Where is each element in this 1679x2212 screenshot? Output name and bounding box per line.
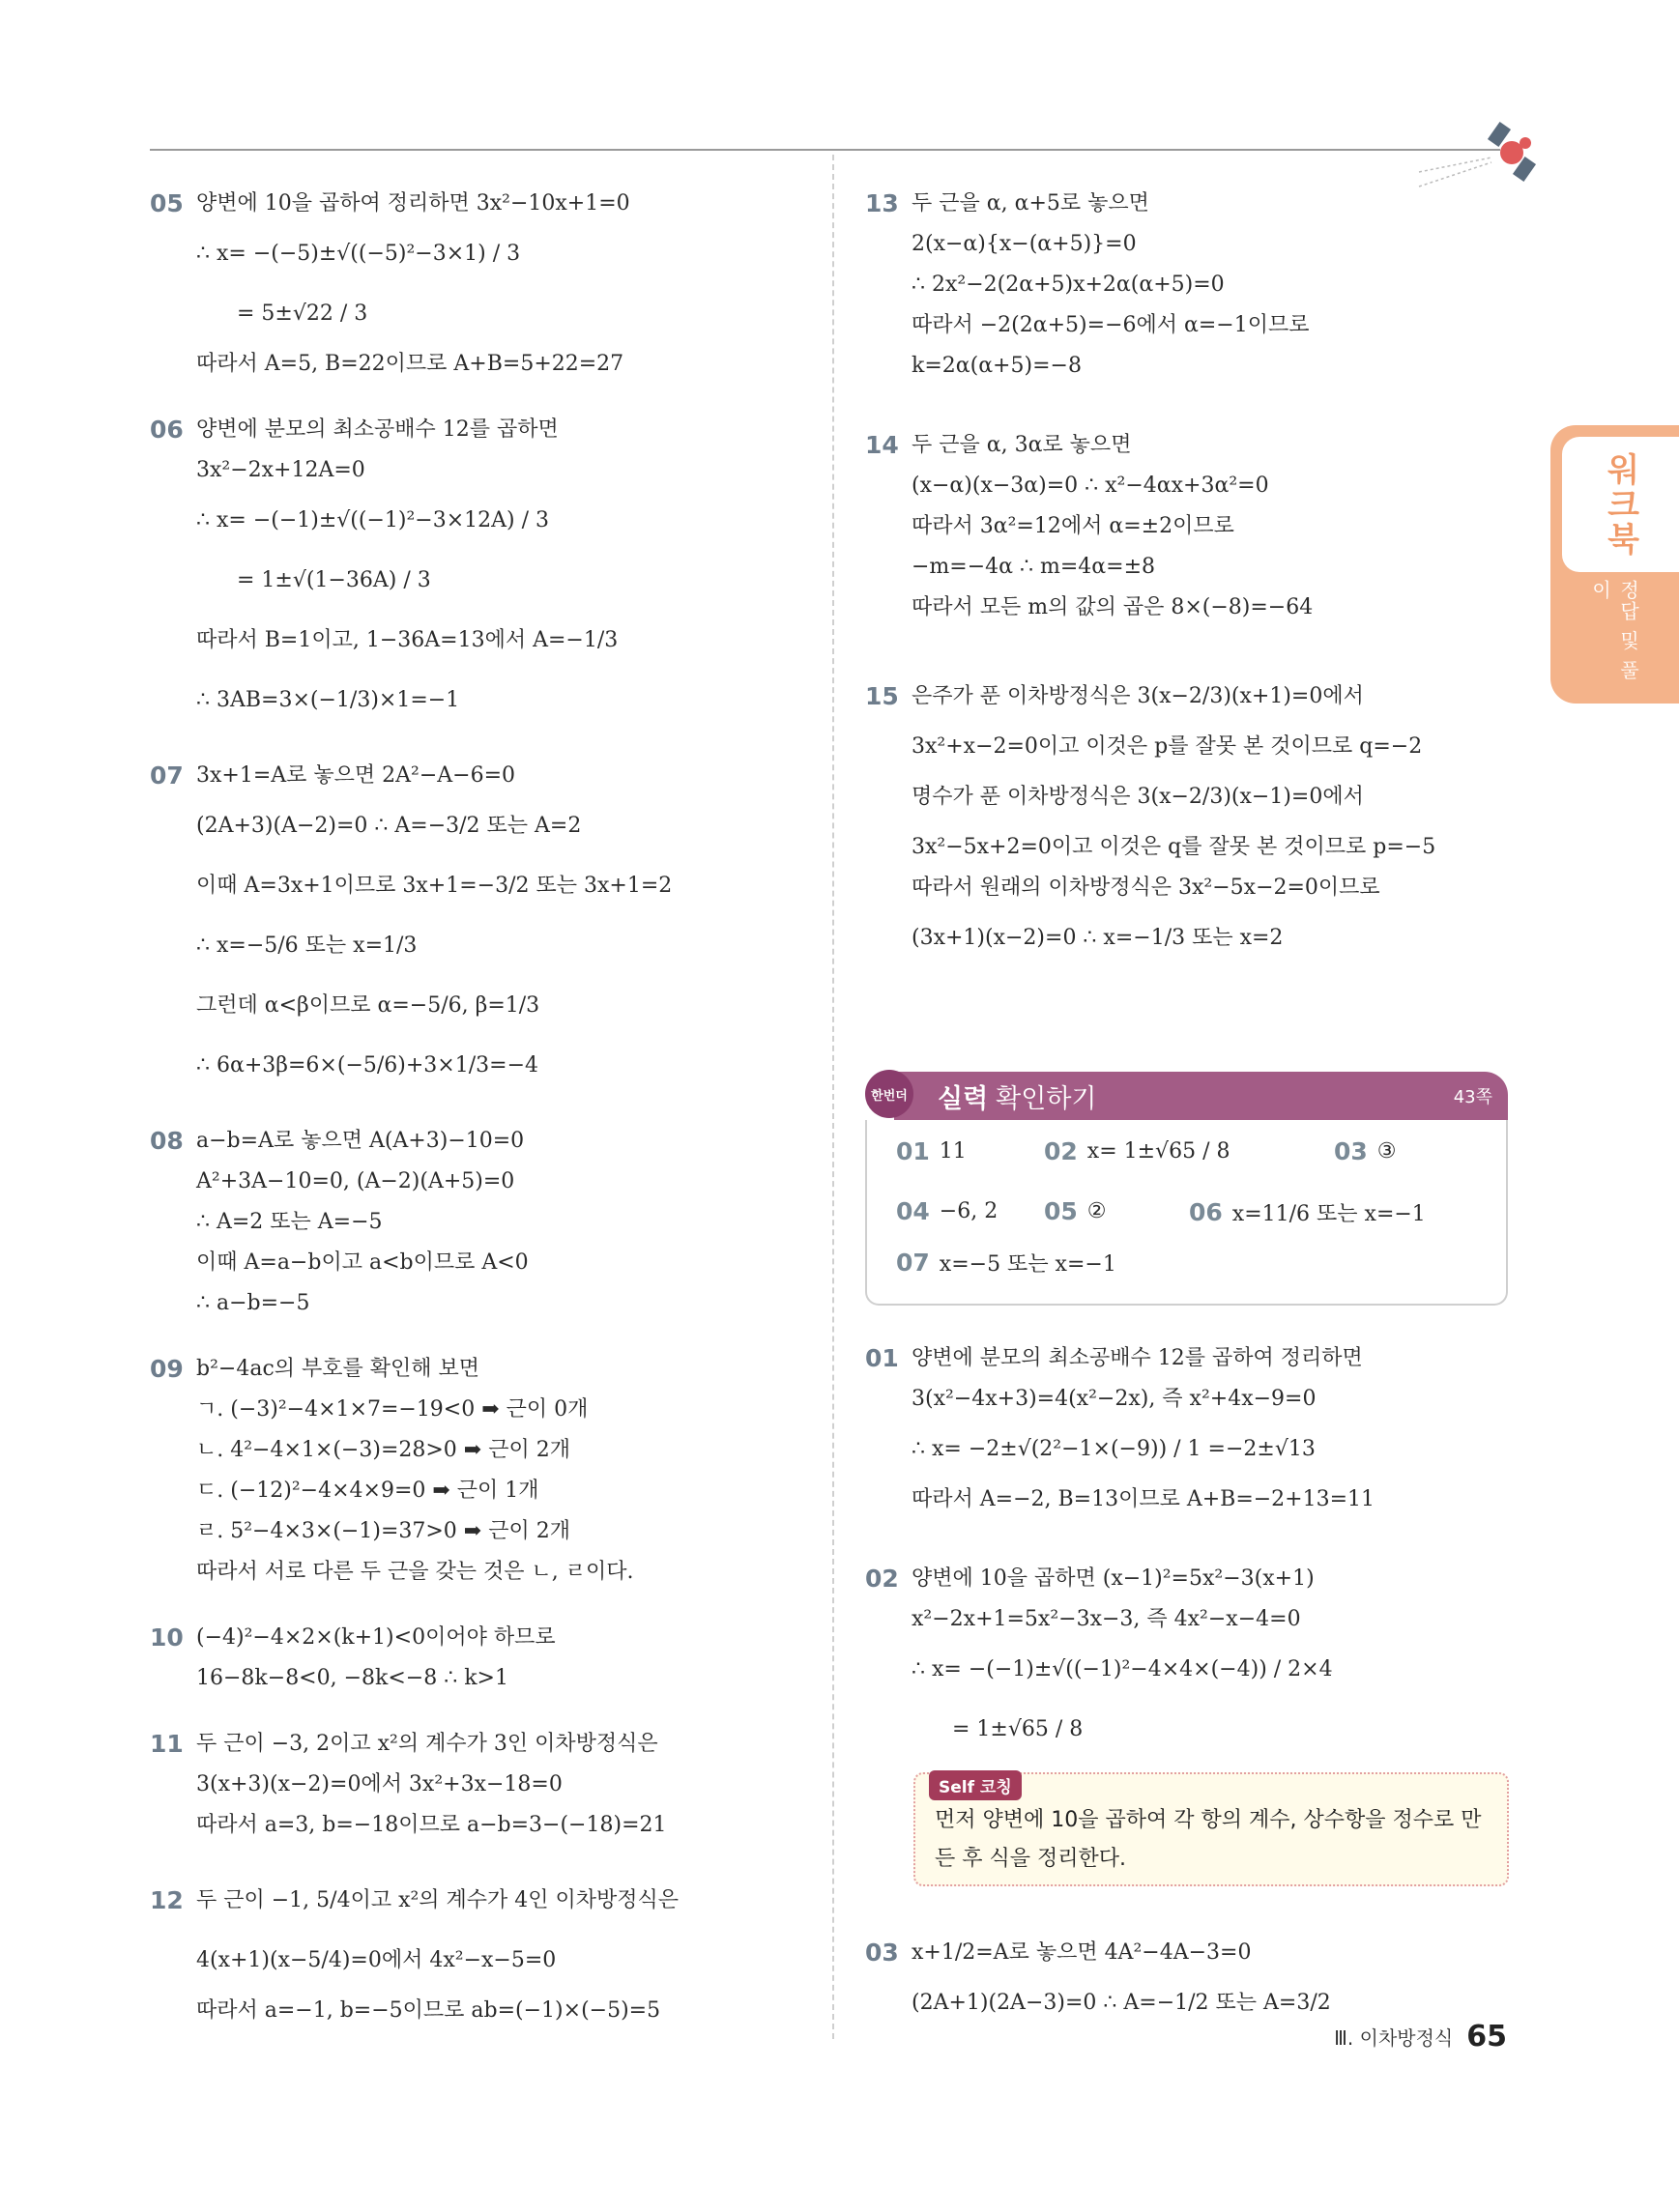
answer-item [1044, 1137, 1230, 1165]
answer-item [1334, 1137, 1397, 1165]
chapter-label: Ⅲ. 이차방정식 [1334, 2026, 1454, 2050]
line [865, 1479, 1518, 1520]
line [150, 1390, 817, 1430]
line-text: k=2α(α+5)=−8 [912, 354, 1082, 379]
line-text: (x−α)(x−3α)=0 ∴ x²−4αx+3α²=0 [912, 474, 1269, 499]
problem-07 [150, 756, 817, 1096]
line-text: 4(x+1)(x−5/4)=0에서 4x²−x−5=0 [196, 1948, 557, 1973]
answer-box-badge: 한번더 [865, 1070, 913, 1118]
line-text: = 1±√65 / 8 [952, 1717, 1084, 1742]
right-column-lower [865, 1338, 1518, 1785]
answer-box-title-bold: 실력 [938, 1083, 989, 1114]
answer-number: 03 [1334, 1137, 1368, 1165]
line [865, 727, 1518, 767]
line-text: 양변에 분모의 최소공배수 12를 곱하면 [196, 417, 559, 443]
line [150, 856, 817, 916]
answer-box-body [865, 1120, 1508, 1306]
line [150, 1805, 817, 1846]
line-text: 따라서 a=−1, b=−5이므로 ab=(−1)×(−5)=5 [196, 1998, 661, 2024]
line-text: 따라서 3α²=12에서 α=±2이므로 [912, 514, 1234, 539]
line-text: 따라서 −2(2α+5)=−6에서 α=−1이므로 [912, 313, 1310, 338]
line-text: 따라서 B=1이고, 1−36A=13에서 A=−1/3 [196, 628, 619, 653]
answer-box-header [894, 1072, 1508, 1120]
line [150, 450, 817, 491]
answer-value: x=11/6 또는 x=−1 [1231, 1202, 1426, 1226]
line-text: x+1/2=A로 놓으면 4A²−4A−3=0 [912, 1940, 1252, 1966]
line [150, 1036, 817, 1096]
line [865, 908, 1518, 968]
line [865, 506, 1518, 547]
line [150, 1871, 817, 1931]
line-text: 이때 A=3x+1이므로 3x+1=−3/2 또는 3x+1=2 [196, 874, 673, 899]
answer-value: ② [1086, 1199, 1107, 1223]
line-text: ㄱ. (−3)²−4×1×7=−19<0 ➡ 근이 0개 [196, 1397, 589, 1422]
line [150, 491, 817, 551]
problem-13 [865, 184, 1518, 387]
problem-number: 05 [150, 189, 184, 218]
line [150, 671, 817, 731]
line [150, 611, 817, 671]
line [150, 1991, 817, 2031]
answer-item [896, 1137, 967, 1165]
line [150, 1658, 817, 1699]
line-text: 양변에 10을 곱하여 정리하면 3x²−10x+1=0 [196, 191, 630, 216]
line-text: ∴ x= −(−1)±√((−1)²−4×4×(−4)) / 2×4 [912, 1657, 1333, 1682]
line-text: ㄹ. 5²−4×3×(−1)=37>0 ➡ 근이 2개 [196, 1519, 570, 1544]
line [150, 1202, 817, 1243]
line-text: (2A+1)(2A−3)=0 ∴ A=−1/2 또는 A=3/2 [912, 1991, 1331, 2016]
line [865, 1923, 1518, 1983]
line-text: 명수가 푼 이차방정식은 3(x−2/3)(x−1)=0에서 [912, 785, 1364, 810]
solution-03 [865, 1923, 1518, 2024]
problem-number: 09 [150, 1355, 184, 1384]
line [865, 265, 1518, 305]
line-text: 따라서 A=5, B=22이므로 A+B=5+22=27 [196, 352, 624, 377]
line-text: A²+3A−10=0, (A−2)(A+5)=0 [196, 1169, 515, 1194]
line-text: 3x²+x−2=0이고 이것은 p를 잘못 본 것이므로 q=−2 [912, 734, 1423, 760]
problem-number: 06 [150, 416, 184, 445]
coaching-text: 먼저 양변에 10을 곱하여 각 항의 계수, 상수항을 정수로 만든 후 식을 정리한다. [935, 1808, 1482, 1871]
line-text: 3x+1=A로 놓으면 2A²−A−6=0 [196, 763, 516, 789]
line-text: 양변에 분모의 최소공배수 12를 곱하여 정리하면 [912, 1346, 1363, 1371]
line-text: 따라서 a=3, b=−18이므로 a−b=3−(−18)=21 [196, 1813, 667, 1838]
line [150, 916, 817, 976]
line [150, 1471, 817, 1511]
line-text: x²−2x+1=5x²−3x−3, 즉 4x²−x−4=0 [912, 1607, 1301, 1632]
line [150, 796, 817, 856]
line-text: 3(x+3)(x−2)=0에서 3x²+3x−18=0 [196, 1772, 563, 1797]
line [150, 1283, 817, 1324]
line-text: 2(x−α){x−(α+5)}=0 [912, 232, 1137, 257]
line-text: b²−4ac의 부호를 확인해 보면 [196, 1357, 480, 1382]
side-tab-title: 워크북 [1601, 452, 1639, 557]
self-coaching-box [913, 1772, 1509, 1886]
side-tab [1550, 425, 1679, 704]
line [150, 1511, 817, 1552]
line [865, 1559, 1518, 1599]
line-text: −m=−4α ∴ m=4α=±8 [912, 555, 1156, 580]
problem-number: 07 [150, 761, 184, 790]
line-text: ∴ 6α+3β=6×(−5/6)+3×1/3=−4 [196, 1053, 538, 1078]
answer-value: ③ [1376, 1139, 1397, 1163]
answer-value: −6, 2 [939, 1199, 999, 1223]
line-text: 양변에 10을 곱하면 (x−1)²=5x²−3(x+1) [912, 1566, 1315, 1592]
answer-box [865, 1070, 1508, 1307]
problem-number: 10 [150, 1623, 184, 1652]
line [865, 466, 1518, 506]
line-text: a−b=A로 놓으면 A(A+3)−10=0 [196, 1129, 525, 1154]
answer-value: x= 1±√65 / 8 [1086, 1139, 1230, 1163]
line [150, 551, 817, 611]
problem-12 [150, 1871, 817, 2031]
answer-number: 07 [896, 1249, 930, 1277]
line-text: = 5±√22 / 3 [237, 302, 368, 327]
line [150, 1243, 817, 1283]
line [865, 1338, 1518, 1379]
side-tab-subtitle-wrap [1550, 580, 1679, 696]
answer-box-page: 43쪽 [1453, 1087, 1492, 1107]
line-text: ∴ a−b=−5 [196, 1291, 310, 1316]
line [150, 1552, 817, 1593]
line-text: ∴ x=−5/6 또는 x=1/3 [196, 934, 418, 959]
answer-number: 02 [1044, 1137, 1078, 1165]
line [865, 1420, 1518, 1479]
line [865, 224, 1518, 265]
line [865, 588, 1518, 628]
line [150, 1618, 817, 1658]
line [150, 410, 817, 450]
answer-box-title: 확인하기 [996, 1083, 1097, 1114]
line [150, 1724, 817, 1765]
problem-number: 08 [150, 1127, 184, 1156]
side-tab-subtitle: 정답 및 풀이 [1588, 580, 1640, 681]
problem-number: 03 [865, 1939, 899, 1968]
line-text: ∴ A=2 또는 A=−5 [196, 1210, 383, 1235]
top-rule [150, 149, 1500, 151]
line-text: ∴ x= −2±√(2²−1×(−9)) / 1 =−2±√13 [912, 1437, 1316, 1462]
line [865, 868, 1518, 908]
line [865, 547, 1518, 588]
page-footer [1334, 2020, 1507, 2054]
line [865, 305, 1518, 346]
line-text: ㄴ. 4²−4×1×(−3)=28>0 ➡ 근이 2개 [196, 1438, 570, 1463]
line [150, 184, 817, 224]
line [865, 1379, 1518, 1420]
side-tab-header [1562, 437, 1679, 572]
problem-number: 02 [865, 1565, 899, 1594]
line-text: ㄷ. (−12)²−4×4×9=0 ➡ 근이 1개 [196, 1479, 539, 1504]
problem-06 [150, 410, 817, 731]
left-column [150, 184, 817, 2056]
solution-02 [865, 1559, 1518, 1760]
problem-number: 13 [865, 189, 899, 218]
answer-item [896, 1248, 1116, 1278]
line-text: = 1±√(1−36A) / 3 [237, 568, 431, 593]
line [865, 1640, 1518, 1700]
coaching-badge: Self 코칭 [929, 1770, 1022, 1800]
line [150, 1349, 817, 1390]
line-text: ∴ 3AB=3×(−1/3)×1=−1 [196, 688, 460, 713]
line-text: (2A+3)(A−2)=0 ∴ A=−3/2 또는 A=2 [196, 814, 582, 839]
line-text: 따라서 서로 다른 두 근을 갖는 것은 ㄴ, ㄹ이다. [196, 1560, 634, 1585]
line-text: ∴ x= −(−1)±√((−1)²−3×12A) / 3 [196, 508, 550, 533]
problem-10 [150, 1618, 817, 1699]
line-text: (3x+1)(x−2)=0 ∴ x=−1/3 또는 x=2 [912, 926, 1284, 951]
problem-number: 01 [865, 1344, 899, 1373]
problem-08 [150, 1121, 817, 1324]
line-text: 16−8k−8<0, −8k<−8 ∴ k>1 [196, 1666, 508, 1691]
page-number: 65 [1466, 2020, 1507, 2054]
line-text: 3x²−5x+2=0이고 이것은 q를 잘못 본 것이므로 p=−5 [912, 835, 1436, 860]
line-text: (−4)²−4×2×(k+1)<0이어야 하므로 [196, 1625, 556, 1651]
line [150, 344, 817, 385]
solution-01 [865, 1338, 1518, 1520]
answer-item [1044, 1197, 1107, 1225]
problem-number: 11 [150, 1730, 184, 1759]
line-text: 따라서 원래의 이차방정식은 3x²−5x−2=0이므로 [912, 876, 1380, 901]
problem-number: 14 [865, 431, 899, 460]
answer-number: 05 [1044, 1197, 1078, 1225]
line [150, 284, 817, 344]
answer-value: 11 [939, 1139, 967, 1163]
line [865, 1700, 1518, 1760]
answer-number: 04 [896, 1197, 930, 1225]
line [150, 1162, 817, 1202]
line-text: 이때 A=a−b이고 a<b이므로 A<0 [196, 1250, 529, 1276]
line [865, 1983, 1518, 2024]
line-text: 두 근을 α, α+5로 놓으면 [912, 191, 1149, 216]
line-text: 따라서 모든 m의 값의 곱은 8×(−8)=−64 [912, 595, 1314, 620]
problem-09 [150, 1349, 817, 1593]
answer-number: 01 [896, 1137, 930, 1165]
column-divider [832, 155, 834, 2039]
problem-14 [865, 425, 1518, 628]
right-column [865, 184, 1518, 993]
line-text: 두 근이 −1, 5/4이고 x²의 계수가 4인 이차방정식은 [196, 1888, 680, 1913]
problem-05 [150, 184, 817, 385]
line [865, 184, 1518, 224]
problem-15 [865, 667, 1518, 968]
line [865, 827, 1518, 868]
line-text: 3x²−2x+12A=0 [196, 458, 365, 483]
line [150, 1430, 817, 1471]
answer-item [1189, 1197, 1426, 1227]
line [865, 667, 1518, 727]
line [150, 1931, 817, 1991]
line-text: 3(x²−4x+3)=4(x²−2x), 즉 x²+4x−9=0 [912, 1387, 1317, 1412]
answer-value: x=−5 또는 x=−1 [939, 1252, 1116, 1277]
line [865, 767, 1518, 827]
line [865, 346, 1518, 387]
problem-number: 15 [865, 682, 899, 711]
problem-11 [150, 1724, 817, 1846]
line [150, 1121, 817, 1162]
line-text: 그런데 α<β이므로 α=−5/6, β=1/3 [196, 993, 540, 1019]
line [865, 425, 1518, 466]
line [865, 1599, 1518, 1640]
line [150, 224, 817, 284]
line [150, 976, 817, 1036]
line [150, 756, 817, 796]
problem-number: 12 [150, 1886, 184, 1915]
answer-item [896, 1197, 998, 1225]
line-text: 따라서 A=−2, B=13이므로 A+B=−2+13=11 [912, 1487, 1375, 1512]
line-text: ∴ 2x²−2(2α+5)x+2α(α+5)=0 [912, 273, 1225, 298]
answer-number: 06 [1189, 1198, 1223, 1226]
line-text: 두 근을 α, 3α로 놓으면 [912, 433, 1132, 458]
line-text: 은주가 푼 이차방정식은 3(x−2/3)(x+1)=0에서 [912, 684, 1364, 709]
line-text: ∴ x= −(−5)±√((−5)²−3×1) / 3 [196, 242, 521, 267]
line-text: 두 근이 −3, 2이고 x²의 계수가 3인 이차방정식은 [196, 1732, 658, 1757]
line [150, 1765, 817, 1805]
